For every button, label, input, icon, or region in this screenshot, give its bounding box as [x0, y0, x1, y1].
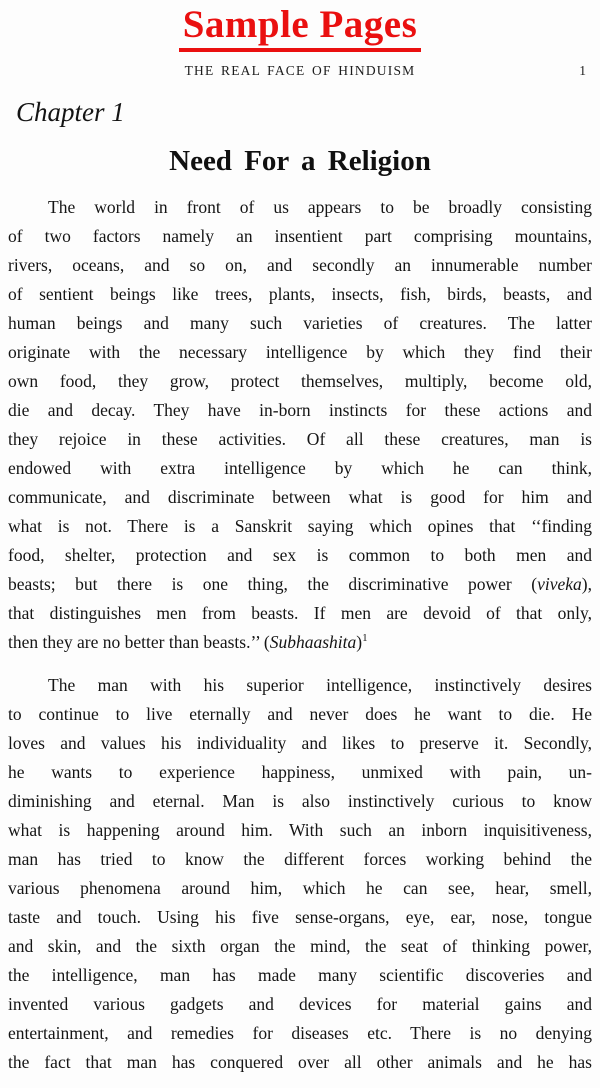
- body-line: loves and values his individuality and likes to preserve it. Secondly,: [8, 732, 592, 753]
- body-line: human beings and many such varieties of creatures. The latter: [8, 312, 592, 333]
- body-line: of two factors namely an insentient part comprising mountains,: [8, 225, 592, 246]
- body-line: the intelligence, man has made many scientific discoveries and: [8, 964, 592, 985]
- body-line: food, shelter, protection and sex is common to both men and: [8, 544, 592, 565]
- body-line: The man with his superior intelligence, instinctively desires: [48, 674, 592, 695]
- sample-pages-banner: Sample Pages: [179, 5, 422, 52]
- body-line: diminishing and eternal. Man is also instinctively curious to know: [8, 790, 592, 811]
- body-line: taste and touch. Using his five sense-organs, eye, ear, nose, tongue: [8, 906, 592, 927]
- body-line: die and decay. They have in-born instincts for these actions and: [8, 399, 592, 420]
- body-line: communicate, and discriminate between what is good for him and: [8, 486, 592, 507]
- body-line: originate with the necessary intelligence by which they find their: [8, 341, 592, 362]
- body-line: then they are no better than beasts.’’ (Subhaashita)$^1$: [8, 631, 368, 652]
- body-line: own food, they grow, protect themselves, multiply, become old,: [8, 370, 592, 391]
- body-line: man has tried to know the different forces working behind the: [8, 848, 592, 869]
- page-number: 1: [579, 62, 586, 78]
- body-line: of sentient beings like trees, plants, insects, fish, birds, beasts, and: [8, 283, 592, 304]
- body-line: various phenomena around him, which he can see, hear, smell,: [8, 877, 592, 898]
- running-head: [0, 63, 600, 81]
- body-line: what is happening around him. With such an inborn inquisitiveness,: [8, 819, 592, 840]
- body-line: what is not. There is a Sanskrit saying which opines that ‘‘finding: [8, 515, 592, 536]
- body-line: and skin, and the sixth organ the mind, the seat of thinking power,: [8, 935, 592, 956]
- body-line: that distinguishes men from beasts. If men are devoid of that only,: [8, 602, 592, 623]
- body-line: endowed with extra intelligence by which he can think,: [8, 457, 592, 478]
- body-line: he wants to experience happiness, unmixed with pain, un-: [8, 761, 592, 782]
- body-line: entertainment, and remedies for diseases etc. There is no denying: [8, 1022, 592, 1043]
- body-line: rivers, oceans, and so on, and secondly an innumerable number: [8, 254, 592, 275]
- chapter-title: Need For a Religion: [169, 144, 431, 177]
- body-line: to continue to live eternally and never does he want to die. He: [8, 703, 592, 724]
- body-line: they rejoice in these activities. Of all these creatures, man is: [8, 428, 592, 449]
- sample-pages-banner-wrap: [0, 0, 600, 52]
- chapter-label: Chapter 1: [16, 96, 125, 127]
- body-line: the fact that man has conquered over all other animals and he has: [8, 1051, 592, 1072]
- paragraph: [8, 193, 592, 657]
- body-line: invented various gadgets and devices for material gains and: [8, 993, 592, 1014]
- body-line: The world in front of us appears to be broadly consisting: [48, 196, 592, 217]
- body-text: [0, 193, 600, 1077]
- running-head-title: THE REAL FACE OF HINDUISM: [184, 62, 416, 78]
- body-line: beasts; but there is one thing, the discriminative power (viveka),: [8, 573, 592, 594]
- paragraph: [8, 671, 592, 1077]
